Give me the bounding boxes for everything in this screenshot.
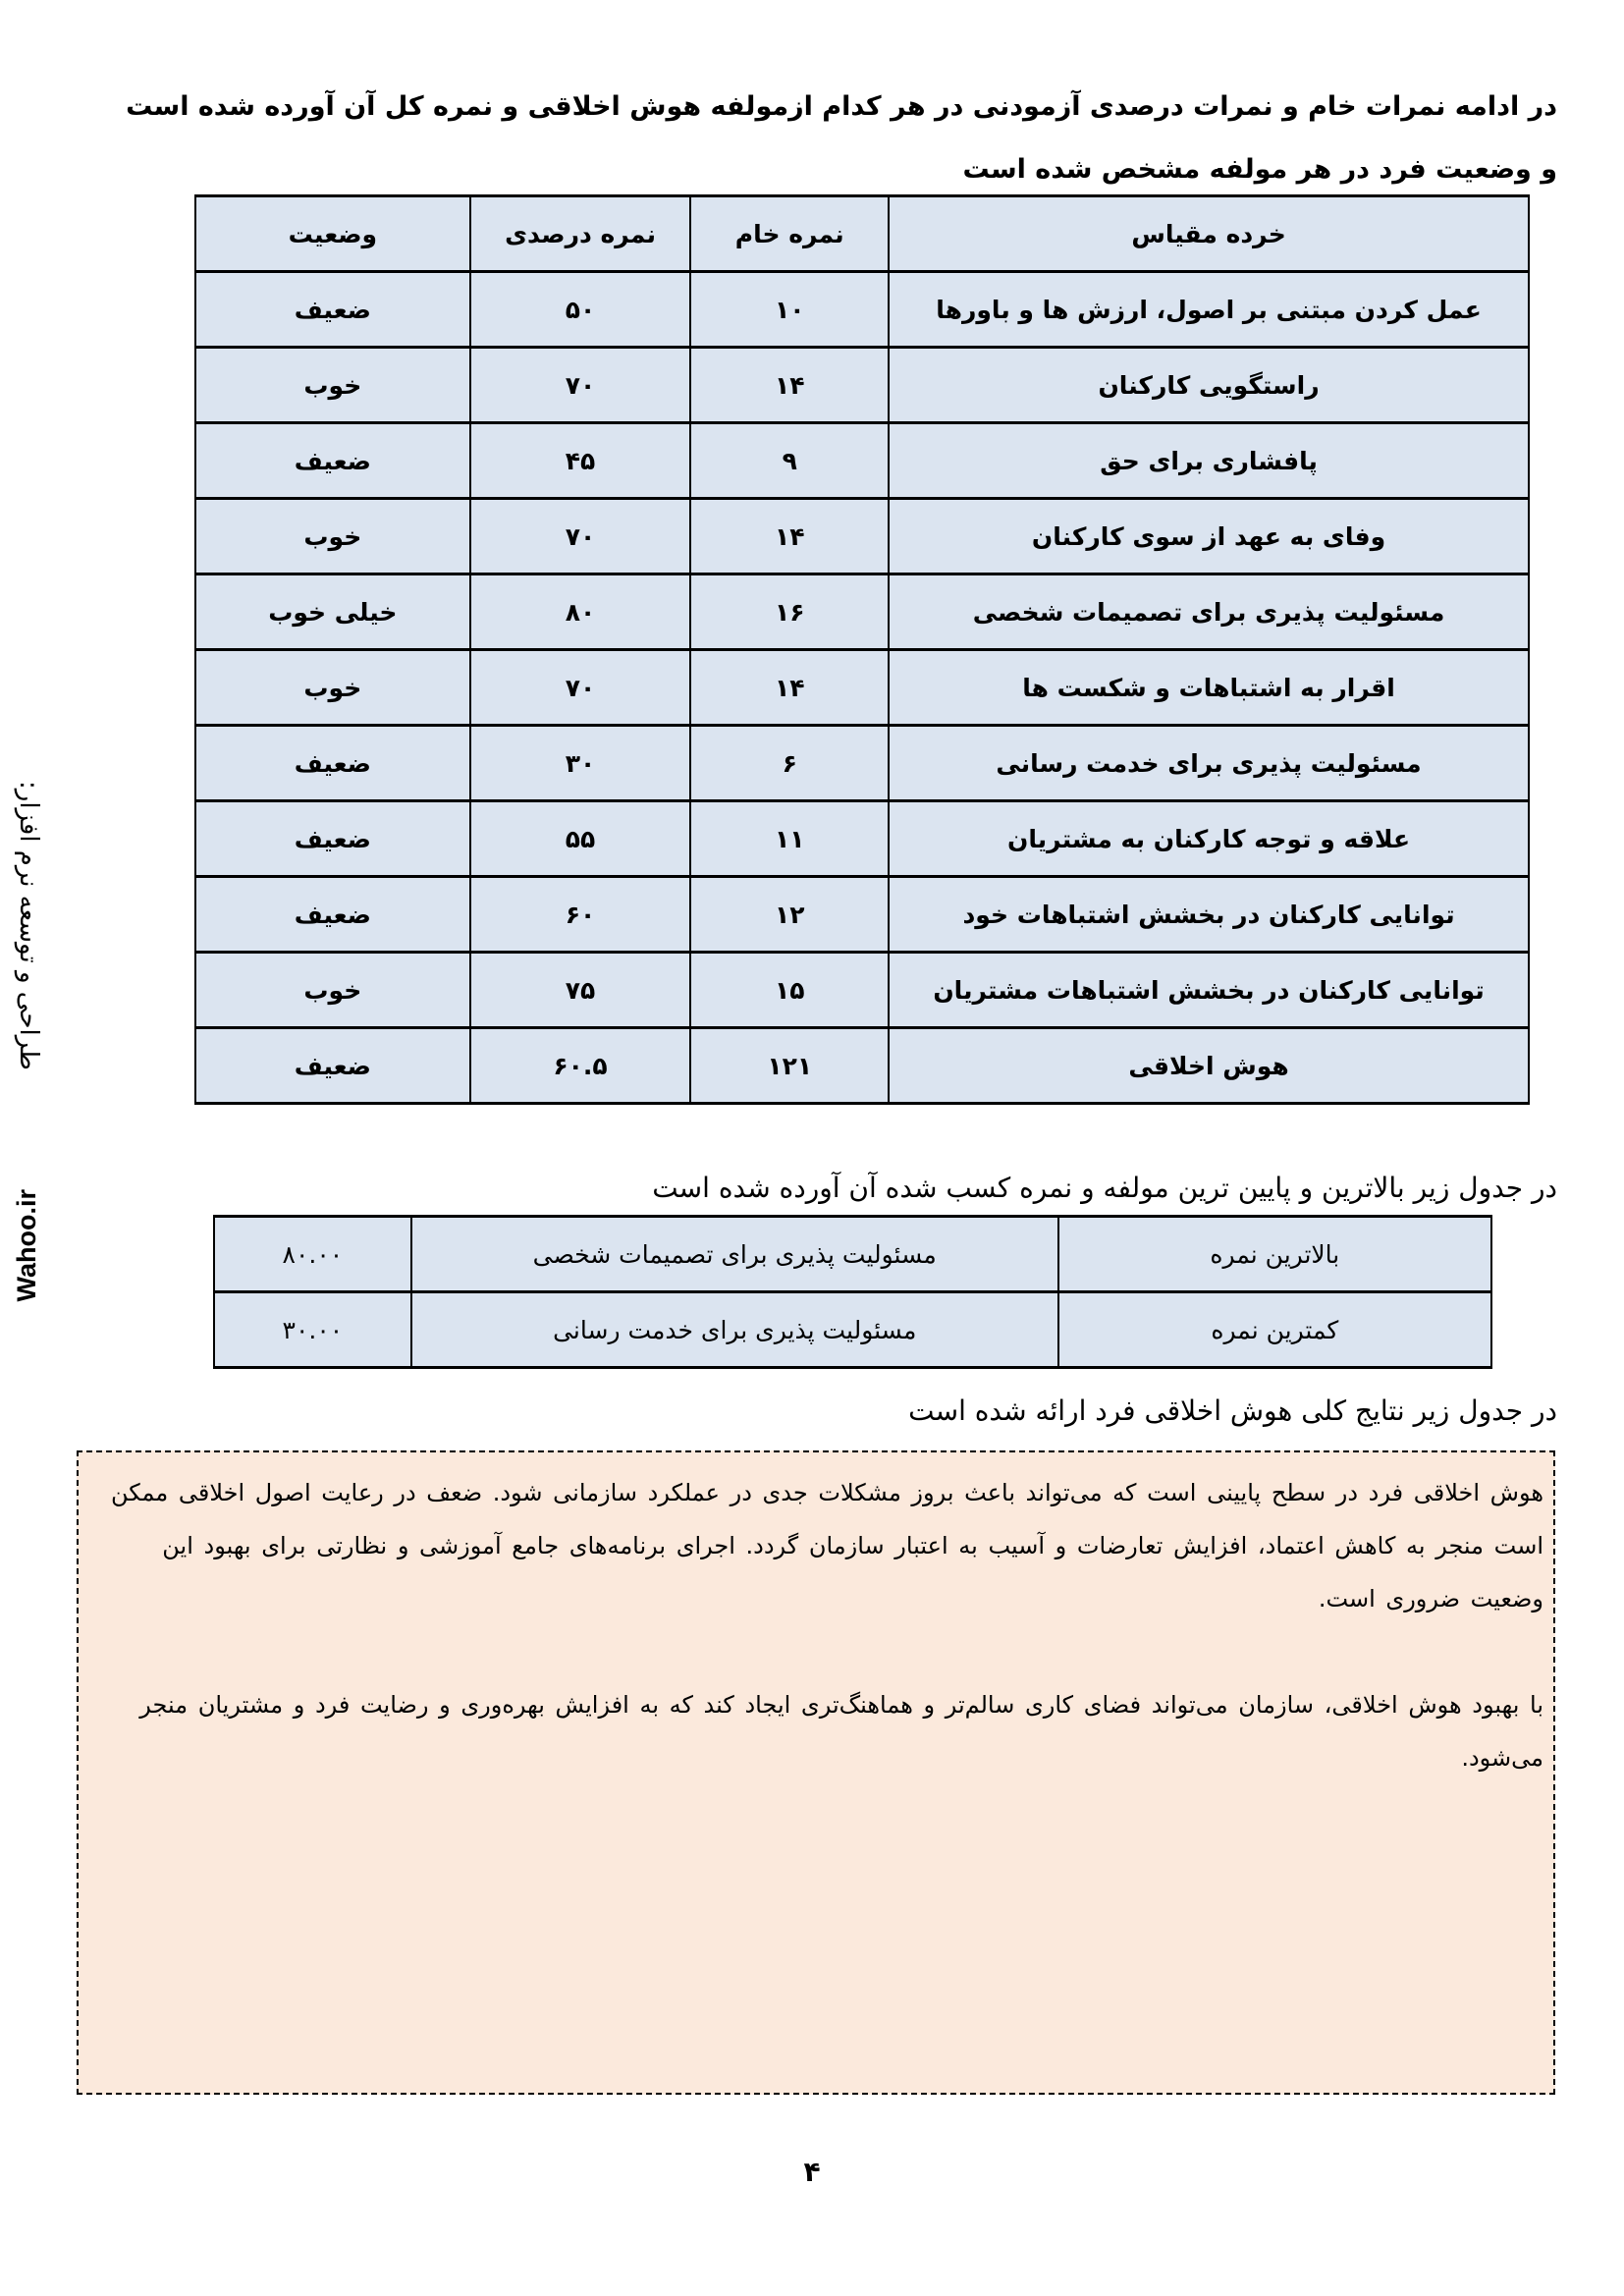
cell-status: خیلی خوب [195, 574, 470, 650]
table-row [195, 423, 1529, 499]
table-row [195, 801, 1529, 877]
cell-subscale: عمل کردن مبتنی بر اصول، ارزش ها و باورها [889, 272, 1529, 348]
scores-table [194, 194, 1530, 1105]
table-row [195, 272, 1529, 348]
page-number: ۴ [803, 2156, 821, 2188]
cell-percent-score: ۶۰ [470, 877, 691, 953]
summary-heading: در جدول زیر نتایج کلی هوش اخلاقی فرد ارائه شده است [908, 1394, 1557, 1427]
extremes-heading: در جدول زیر بالاترین و پایین ترین مولفه و نمره کسب شده آن آورده شده است [652, 1172, 1557, 1204]
cell-status: خوب [195, 499, 470, 574]
cell-raw-score: ۹ [690, 423, 889, 499]
cell-percent-score: ۷۵ [470, 953, 691, 1028]
cell-raw-score: ۱۵ [690, 953, 889, 1028]
cell-raw-score: ۱۶ [690, 574, 889, 650]
cell-raw-score: ۱۲۱ [690, 1028, 889, 1104]
cell-subscale: راستگویی کارکنان [889, 348, 1529, 423]
cell-percent-score: ۷۰ [470, 499, 691, 574]
table-row [195, 953, 1529, 1028]
cell-percent-score: ۶۰.۵ [470, 1028, 691, 1104]
table-row [195, 877, 1529, 953]
cell-component: مسئولیت پذیری برای تصمیمات شخصی [411, 1217, 1058, 1292]
table-header-row [195, 196, 1529, 272]
cell-status: خوب [195, 650, 470, 726]
cell-label: بالاترین نمره [1058, 1217, 1491, 1292]
cell-status: خوب [195, 348, 470, 423]
watermark [12, 781, 55, 1301]
watermark-credit: طراحی و توسعه نرم افزار: [14, 781, 43, 1070]
intro-line-1: در ادامه نمرات خام و نمرات درصدی آزمودنی در هر کدام ازمولفه هوش اخلاقی و نمره کل آن آورده شده است [126, 91, 1557, 122]
cell-raw-score: ۱۱ [690, 801, 889, 877]
table-row [195, 499, 1529, 574]
watermark-site: Wahoo.ir [12, 1188, 41, 1301]
cell-raw-score: ۱۲ [690, 877, 889, 953]
cell-status: ضعیف [195, 726, 470, 801]
cell-status: خوب [195, 953, 470, 1028]
cell-raw-score: ۱۴ [690, 650, 889, 726]
extremes-table [213, 1215, 1492, 1369]
cell-subscale: وفای به عهد از سوی کارکنان [889, 499, 1529, 574]
table-row [195, 574, 1529, 650]
table-row [214, 1292, 1491, 1368]
cell-subscale: مسئولیت پذیری برای خدمت رسانی [889, 726, 1529, 801]
cell-status: ضعیف [195, 423, 470, 499]
cell-value: ۸۰.۰۰ [214, 1217, 411, 1292]
cell-subscale: مسئولیت پذیری برای تصمیمات شخصی [889, 574, 1529, 650]
cell-raw-score: ۱۴ [690, 348, 889, 423]
cell-status: ضعیف [195, 801, 470, 877]
cell-subscale: پافشاری برای حق [889, 423, 1529, 499]
cell-percent-score: ۳۰ [470, 726, 691, 801]
cell-subscale: اقرار به اشتباهات و شکست ها [889, 650, 1529, 726]
table-row [195, 650, 1529, 726]
cell-percent-score: ۵۵ [470, 801, 691, 877]
cell-percent-score: ۷۰ [470, 348, 691, 423]
summary-paragraph-1: هوش اخلاقی فرد در سطح پایینی است که می‌تواند باعث بروز مشکلات جدی در عملکرد سازمانی شود. ضعف در رعایت اصول اخلاقی ممکن است منجر به کاهش اعتماد، افزایش تعارضات و آسیب به اعتبار سازمان گردد. اجرای برنامه‌های جامع آموزشی و نظارتی برای بهبود این وضعیت ضروری است. [110, 1479, 1543, 1613]
header-subscale: خرده مقیاس [889, 196, 1529, 272]
cell-raw-score: ۶ [690, 726, 889, 801]
cell-value: ۳۰.۰۰ [214, 1292, 411, 1368]
cell-status: ضعیف [195, 272, 470, 348]
cell-status: ضعیف [195, 877, 470, 953]
summary-box [77, 1450, 1555, 2095]
table-row [195, 726, 1529, 801]
summary-paragraph-2: با بهبود هوش اخلاقی، سازمان می‌تواند فضای کاری سالم‌تر و هماهنگ‌تری ایجاد کند که به افزایش بهره‌وری و رضایت فرد و مشتریان منجر می‌شود. [139, 1691, 1543, 1772]
header-percent-score: نمره درصدی [470, 196, 691, 272]
cell-percent-score: ۸۰ [470, 574, 691, 650]
table-row [195, 348, 1529, 423]
table-row [214, 1217, 1491, 1292]
cell-component: مسئولیت پذیری برای خدمت رسانی [411, 1292, 1058, 1368]
header-raw-score: نمره خام [690, 196, 889, 272]
cell-percent-score: ۴۵ [470, 423, 691, 499]
header-status: وضعیت [195, 196, 470, 272]
table-row [195, 1028, 1529, 1104]
cell-subscale: علاقه و توجه کارکنان به مشتریان [889, 801, 1529, 877]
cell-subscale: هوش اخلاقی [889, 1028, 1529, 1104]
cell-status: ضعیف [195, 1028, 470, 1104]
cell-percent-score: ۵۰ [470, 272, 691, 348]
cell-subscale: توانایی کارکنان در بخشش اشتباهات خود [889, 877, 1529, 953]
cell-raw-score: ۱۰ [690, 272, 889, 348]
cell-label: کمترین نمره [1058, 1292, 1491, 1368]
cell-subscale: توانایی کارکنان در بخشش اشتباهات مشتریان [889, 953, 1529, 1028]
cell-percent-score: ۷۰ [470, 650, 691, 726]
intro-line-2: و وضعیت فرد در هر مولفه مشخص شده است [962, 154, 1557, 185]
cell-raw-score: ۱۴ [690, 499, 889, 574]
